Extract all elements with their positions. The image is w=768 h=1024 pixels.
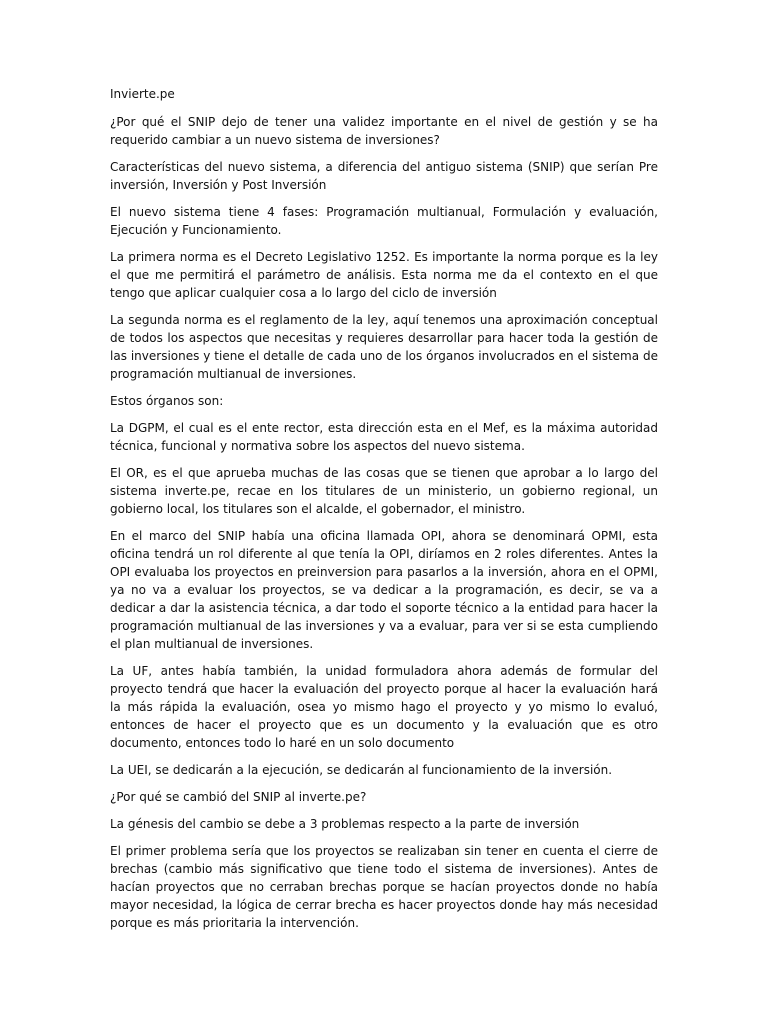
paragraph-uf: La UF, antes había también, la unidad formuladora ahora además de formular del proyecto tendrá que hacer la evaluación del proyecto porque al hacer la evaluación hará la más rápida la evaluación, osea yo mismo hago el proyecto y yo mismo lo evaluó, entonces de hacer el proyecto que es un documento y la evaluación que es otro documento, entonces todo lo haré en un solo documento [110, 664, 658, 750]
paragraph-question-change: ¿Por qué se cambió del SNIP al inverte.pe? [110, 790, 367, 804]
paragraph-second-norm: La segunda norma es el reglamento de la ley, aquí tenemos una aproximación conceptual de todos los aspectos que necesitas y requieres desarrollar para hacer toda la gestión de las inversiones y tiene el detalle de cada uno de los órganos involucrados en el sistema de programación multianual de inversiones. [110, 313, 658, 381]
document-page [110, 85, 658, 941]
document-title: Invierte.pe [110, 87, 175, 101]
paragraph-question-snip: ¿Por qué el SNIP dejo de tener una validez importante en el nivel de gestión y se ha requerido cambiar a un nuevo sistema de inversiones? [110, 115, 658, 147]
paragraph-opmi: En el marco del SNIP había una oficina llamada OPI, ahora se denominará OPMI, esta oficina tendrá un rol diferente al que tenía la OPI, diríamos en 2 roles diferentes. Antes la OPI evaluaba los proyectos en preinversion para pasarlos a la inversión, ahora en el OPMI, ya no va a evaluar los proyectos, se va dedicar a la programación, es decir, se va a dedicar a dar la asistencia técnica, a dar todo el soporte técnico a la entidad para hacer la programación multianual de las inversiones y va a evaluar, para ver si se esta cumpliendo el plan multianual de inversiones. [110, 529, 658, 651]
paragraph-uei: La UEI, se dedicarán a la ejecución, se dedicarán al funcionamiento de la inversión. [110, 763, 613, 777]
paragraph-first-norm: La primera norma es el Decreto Legislativo 1252. Es importante la norma porque es la ley el que me permitirá el parámetro de análisis. Esta norma me da el contexto en el que tengo que aplicar cualquier cosa a lo largo del ciclo de inversión [110, 250, 658, 300]
paragraph-organs-intro: Estos órganos son: [110, 394, 224, 408]
paragraph-or: El OR, es el que aprueba muchas de las cosas que se tienen que aprobar a lo largo del sistema inverte.pe, recae en los titulares de un ministerio, un gobierno regional, un gobierno local, los titulares son el alcalde, el gobernador, el ministro. [110, 466, 658, 516]
paragraph-genesis: La génesis del cambio se debe a 3 problemas respecto a la parte de inversión [110, 817, 580, 831]
paragraph-first-problem: El primer problema sería que los proyectos se realizaban sin tener en cuenta el cierre de brechas (cambio más significativo que tiene todo el sistema de inversiones). Antes de hacían proyectos que no cerraban brechas porque se hacían proyectos donde no había mayor necesidad, la lógica de cerrar brecha es hacer proyectos donde hay más necesidad porque es más prioritaria la intervención. [110, 844, 658, 930]
paragraph-phases: El nuevo sistema tiene 4 fases: Programación multianual, Formulación y evaluación, Ejecución y Funcionamiento. [110, 205, 658, 237]
paragraph-characteristics: Características del nuevo sistema, a diferencia del antiguo sistema (SNIP) que serían Pre inversión, Inversión y Post Inversión [110, 160, 658, 192]
paragraph-dgpm: La DGPM, el cual es el ente rector, esta dirección esta en el Mef, es la máxima autoridad técnica, funcional y normativa sobre los aspectos del nuevo sistema. [110, 421, 658, 453]
